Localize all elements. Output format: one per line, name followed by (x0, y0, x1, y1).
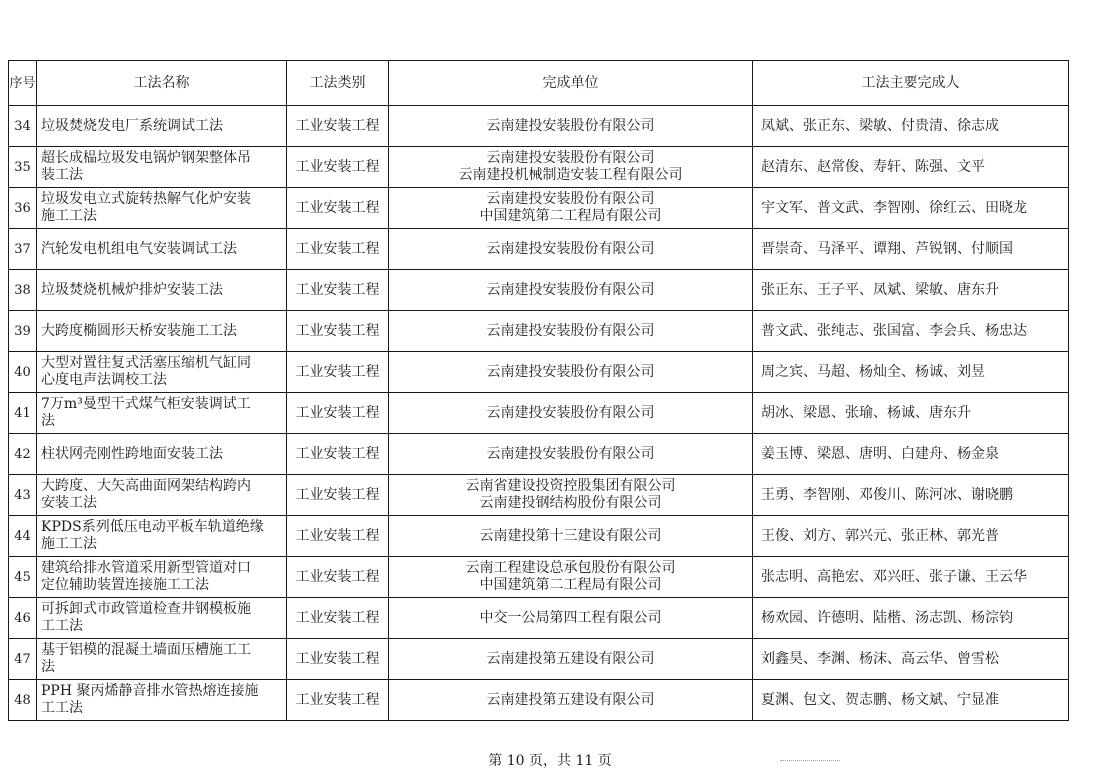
category-cell: 工业安装工程 (287, 680, 389, 721)
unit-cell (389, 393, 753, 434)
method-name-line: 工工法 (41, 700, 83, 716)
method-name-cell (37, 270, 287, 311)
unit-cell (389, 475, 753, 516)
table-row (9, 557, 1069, 598)
people-cell: 夏渊、包文、贺志鹏、杨文斌、宁显准 (753, 680, 1069, 721)
category-cell: 工业安装工程 (287, 352, 389, 393)
people-cell: 周之宾、马超、杨灿全、杨诚、刘昱 (753, 352, 1069, 393)
table-row (9, 270, 1069, 311)
unit-line: 云南建投安装股份有限公司 (486, 281, 655, 298)
header-people: 工法主要完成人 (753, 61, 1069, 106)
method-name-cell (37, 557, 287, 598)
method-name-line: 法 (41, 659, 55, 675)
table-header-row (9, 61, 1069, 106)
category-cell: 工业安装工程 (287, 229, 389, 270)
method-name-line: 安装工法 (41, 495, 97, 511)
method-name-cell (37, 680, 287, 721)
unit-line: 云南建投钢结构股份有限公司 (479, 495, 662, 511)
method-name-cell (37, 229, 287, 270)
method-name-line: 建筑给排水管道采用新型管道对口 (41, 560, 251, 576)
unit-line: 云南工程建设总承包股份有限公司 (465, 560, 676, 576)
unit-line: 云南建投安装股份有限公司 (486, 404, 655, 421)
table-row (9, 393, 1069, 434)
page-number: 第 10 页，共 11 页 (488, 753, 612, 769)
unit-line: 中交一公局第四工程有限公司 (479, 609, 662, 626)
unit-cell (389, 680, 753, 721)
unit-line: 云南建投第十三建设有限公司 (479, 527, 662, 544)
method-name-line: 施工工法 (41, 536, 97, 552)
category-cell: 工业安装工程 (287, 639, 389, 680)
unit-line: 云南建投安装股份有限公司 (486, 445, 655, 462)
unit-cell (389, 229, 753, 270)
table-body (9, 106, 1069, 721)
serial-cell: 47 (9, 639, 37, 680)
unit-line: 云南建投安装股份有限公司 (486, 322, 655, 339)
unit-cell (389, 147, 753, 188)
method-name-line: 汽轮发电机组电气安装调试工法 (41, 240, 237, 257)
method-name-cell (37, 352, 287, 393)
serial-cell: 34 (9, 106, 37, 147)
method-name-cell (37, 475, 287, 516)
unit-cell (389, 598, 753, 639)
method-name-line: 垃圾焚烧发电厂系统调试工法 (41, 117, 223, 134)
people-cell: 王勇、李智刚、邓俊川、陈河冰、谢晓鹏 (753, 475, 1069, 516)
category-cell: 工业安装工程 (287, 147, 389, 188)
method-name-line: 心度电声法调校工法 (41, 372, 167, 388)
unit-cell (389, 352, 753, 393)
unit-line: 云南建投安装股份有限公司 (486, 191, 655, 207)
category-cell: 工业安装工程 (287, 311, 389, 352)
method-name-line: 工工法 (41, 618, 83, 634)
unit-cell (389, 270, 753, 311)
serial-cell: 43 (9, 475, 37, 516)
unit-line: 云南省建设投资控股集团有限公司 (465, 478, 676, 494)
method-name-cell (37, 516, 287, 557)
serial-cell: 45 (9, 557, 37, 598)
people-cell: 杨欢园、许德明、陆楷、汤志凯、杨淙钧 (753, 598, 1069, 639)
unit-line: 云南建投安装股份有限公司 (486, 117, 655, 134)
unit-cell (389, 106, 753, 147)
method-name-line: 柱状网壳刚性跨地面安装工法 (41, 445, 223, 462)
faint-scan-mark (780, 754, 840, 761)
table-row (9, 311, 1069, 352)
table-row (9, 188, 1069, 229)
category-cell: 工业安装工程 (287, 188, 389, 229)
people-cell: 赵清东、赵常俊、寿轩、陈强、文平 (753, 147, 1069, 188)
method-name-cell (37, 639, 287, 680)
unit-cell (389, 639, 753, 680)
category-cell: 工业安装工程 (287, 475, 389, 516)
serial-cell: 44 (9, 516, 37, 557)
unit-line: 云南建投机械制造安装工程有限公司 (458, 167, 683, 183)
table-row (9, 352, 1069, 393)
method-name-line: 7万m³曼型干式煤气柜安装调试工 (41, 396, 251, 412)
table-row (9, 106, 1069, 147)
category-cell: 工业安装工程 (287, 270, 389, 311)
category-cell: 工业安装工程 (287, 106, 389, 147)
category-cell: 工业安装工程 (287, 393, 389, 434)
header-method-name: 工法名称 (37, 61, 287, 106)
unit-line: 云南建投安装股份有限公司 (486, 240, 655, 257)
serial-cell: 36 (9, 188, 37, 229)
method-name-line: 定位辅助装置连接施工工法 (41, 577, 209, 593)
method-name-cell (37, 188, 287, 229)
table-row (9, 639, 1069, 680)
method-name-cell (37, 393, 287, 434)
method-name-cell (37, 106, 287, 147)
unit-line: 云南建投安装股份有限公司 (486, 363, 655, 380)
method-name-line: 超长成榀垃圾发电锅炉钢架整体吊 (41, 150, 251, 166)
people-cell: 张志明、高艳宏、邓兴旺、张子谦、王云华 (753, 557, 1069, 598)
people-cell: 普文武、张纯志、张国富、李会兵、杨忠达 (753, 311, 1069, 352)
serial-cell: 35 (9, 147, 37, 188)
category-cell: 工业安装工程 (287, 434, 389, 475)
table-row (9, 475, 1069, 516)
serial-cell: 37 (9, 229, 37, 270)
method-name-line: 基于铝模的混凝土墙面压槽施工工 (41, 642, 251, 658)
unit-cell (389, 434, 753, 475)
method-name-line: PPH 聚丙烯静音排水管热熔连接施 (41, 683, 259, 699)
category-cell: 工业安装工程 (287, 516, 389, 557)
header-serial: 序号 (9, 61, 37, 106)
method-table (8, 60, 1069, 721)
unit-line: 云南建投第五建设有限公司 (486, 650, 655, 667)
serial-cell: 38 (9, 270, 37, 311)
category-cell: 工业安装工程 (287, 598, 389, 639)
method-name-line: 可拆卸式市政管道检查井钢模板施 (41, 601, 251, 617)
unit-cell (389, 516, 753, 557)
method-name-line: 垃圾焚烧机械炉排炉安装工法 (41, 281, 223, 298)
unit-line: 云南建投第五建设有限公司 (486, 691, 655, 708)
people-cell: 凤斌、张正东、梁敏、付贵清、徐志成 (753, 106, 1069, 147)
serial-cell: 39 (9, 311, 37, 352)
header-category: 工法类别 (287, 61, 389, 106)
unit-line: 云南建投安装股份有限公司 (486, 150, 655, 166)
table-row (9, 229, 1069, 270)
method-name-cell (37, 311, 287, 352)
unit-line: 中国建筑第二工程局有限公司 (479, 577, 662, 593)
method-name-line: 大跨度、大矢高曲面网架结构跨内 (41, 478, 251, 494)
people-cell: 王俊、刘方、郭兴元、张正林、郭光普 (753, 516, 1069, 557)
serial-cell: 48 (9, 680, 37, 721)
method-name-cell (37, 434, 287, 475)
people-cell: 胡冰、梁恩、张瑜、杨诚、唐东升 (753, 393, 1069, 434)
method-name-line: 大型对置往复式活塞压缩机气缸同 (41, 355, 251, 371)
method-name-line: 垃圾发电立式旋转热解气化炉安装 (41, 191, 251, 207)
method-name-line: 大跨度椭圆形天桥安装施工工法 (41, 322, 237, 339)
method-name-line: 装工法 (41, 167, 83, 183)
people-cell: 姜玉博、梁恩、唐明、白建舟、杨金泉 (753, 434, 1069, 475)
header-unit: 完成单位 (389, 61, 753, 106)
table-row (9, 434, 1069, 475)
people-cell: 晋崇奇、马泽平、谭翔、芦锐钢、付顺国 (753, 229, 1069, 270)
table-row (9, 598, 1069, 639)
method-name-line: 法 (41, 413, 55, 429)
unit-line: 中国建筑第二工程局有限公司 (479, 208, 662, 224)
method-name-line: 施工工法 (41, 208, 97, 224)
category-cell: 工业安装工程 (287, 557, 389, 598)
method-name-cell (37, 598, 287, 639)
serial-cell: 46 (9, 598, 37, 639)
method-name-cell (37, 147, 287, 188)
table-row (9, 147, 1069, 188)
people-cell: 宇文军、普文武、李智刚、徐红云、田晓龙 (753, 188, 1069, 229)
people-cell: 张正东、王子平、凤斌、梁敏、唐东升 (753, 270, 1069, 311)
table-row (9, 680, 1069, 721)
table-row (9, 516, 1069, 557)
serial-cell: 41 (9, 393, 37, 434)
people-cell: 刘鑫昊、李渊、杨沫、高云华、曾雪松 (753, 639, 1069, 680)
unit-cell (389, 188, 753, 229)
serial-cell: 42 (9, 434, 37, 475)
unit-cell (389, 557, 753, 598)
method-name-line: KPDS系列低压电动平板车轨道绝缘 (41, 519, 264, 535)
unit-cell (389, 311, 753, 352)
serial-cell: 40 (9, 352, 37, 393)
